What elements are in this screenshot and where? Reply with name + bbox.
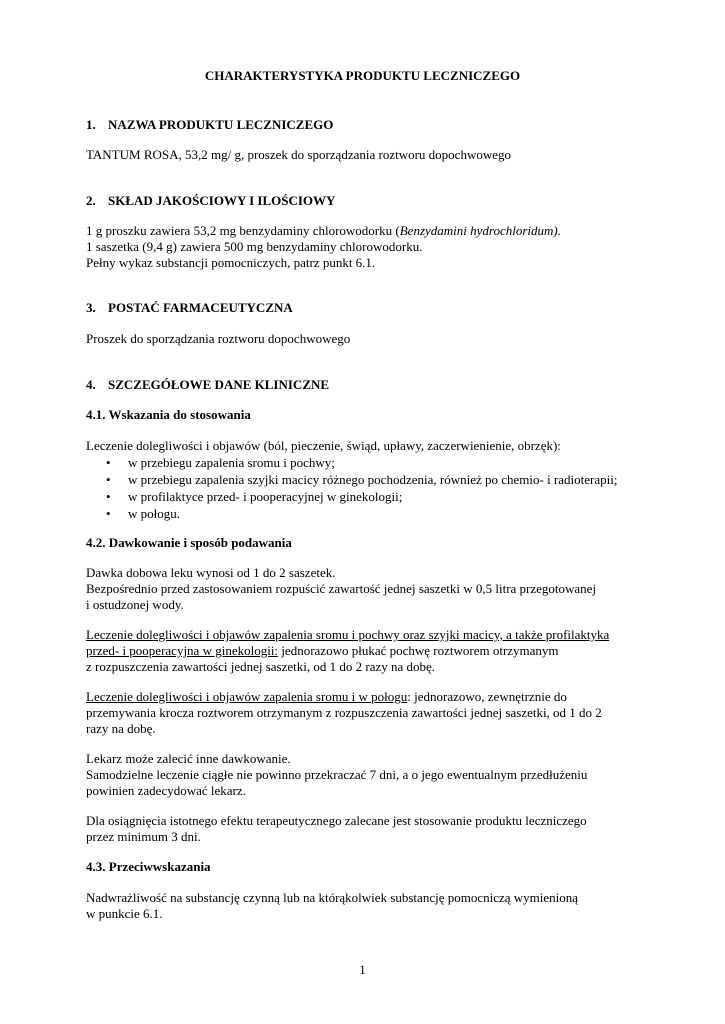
bullet-icon: • bbox=[106, 472, 111, 487]
section-4-heading bbox=[86, 377, 329, 393]
dosage-p2-line-3: z rozpuszczenia zawartości jednej saszetki, od 1 do 2 razy na dobę. bbox=[86, 659, 436, 674]
section-1-heading bbox=[86, 117, 333, 133]
subsection-4-1-heading: 4.1. Wskazania do stosowania bbox=[86, 407, 251, 422]
section-1-title: NAZWA PRODUKTU LECZNICZEGO bbox=[108, 117, 334, 132]
dosage-p1-line-1: Dawka dobowa leku wynosi od 1 do 2 saszetek. bbox=[86, 565, 336, 580]
indications-list bbox=[86, 455, 617, 523]
section-4-title: SZCZEGÓŁOWE DANE KLINICZNE bbox=[108, 377, 330, 392]
composition-line-2: 1 saszetka (9,4 g) zawiera 500 mg benzydaminy chlorowodorku. bbox=[86, 239, 423, 254]
dosage-p1-line-3: i ostudzonej wody. bbox=[86, 597, 184, 612]
dosage-p4-line-3: powinien zadecydować lekarz. bbox=[86, 783, 246, 798]
dosage-p3-line-2: przemywania krocza roztworem otrzymanym z rozpuszczenia zawartości jednej saszetki, od 1 do 2 bbox=[86, 705, 602, 720]
dosage-p2-line-1: Leczenie dolegliwości i objawów zapalenia sromu i pochwy oraz szyjki macicy, a także profilaktyka bbox=[86, 627, 610, 642]
composition-line-1 bbox=[86, 223, 561, 239]
dosage-p2-underlined: przed- i pooperacyjna w ginekologii: bbox=[86, 643, 279, 658]
composition-line-1-text: 1 g proszku zawiera 53,2 mg benzydaminy chlorowodorku ( bbox=[86, 223, 400, 238]
list-item bbox=[86, 455, 617, 472]
section-4-number: 4. bbox=[86, 377, 96, 392]
bullet-icon: • bbox=[106, 506, 111, 521]
dosage-p4-line-2: Samodzielne leczenie ciągłe nie powinno przekraczać 7 dni, a o jego ewentualnym przedłużeniu bbox=[86, 767, 588, 782]
list-item bbox=[86, 472, 617, 489]
section-2-title: SKŁAD JAKOŚCIOWY I ILOŚCIOWY bbox=[108, 193, 336, 208]
dosage-p3-line-3: razy na dobę. bbox=[86, 721, 156, 736]
section-2-heading bbox=[86, 193, 335, 209]
list-item bbox=[86, 489, 617, 506]
dosage-p5-line-1: Dla osiągnięcia istotnego efektu terapeutycznego zalecane jest stosowanie produktu leczniczego bbox=[86, 813, 587, 828]
section-1-number: 1. bbox=[86, 117, 96, 132]
product-name-text: TANTUM ROSA, 53,2 mg/ g, proszek do sporządzania roztworu dopochwowego bbox=[86, 147, 511, 162]
subsection-4-3-heading: 4.3. Przeciwwskazania bbox=[86, 859, 211, 874]
page-number: 1 bbox=[359, 962, 366, 977]
list-item-text: w przebiegu zapalenia sromu i pochwy; bbox=[128, 455, 335, 470]
list-item-text: w przebiegu zapalenia szyjki macicy różnego pochodzenia, również po chemio- i radioterapii; bbox=[128, 472, 618, 487]
list-item-text: w połogu. bbox=[128, 506, 180, 521]
dosage-p3-underlined: Leczenie dolegliwości i objawów zapalenia sromu i w połogu bbox=[86, 689, 408, 704]
document-title: CHARAKTERYSTYKA PRODUKTU LECZNICZEGO bbox=[204, 68, 521, 83]
contraindications-line-1: Nadwrażliwość na substancję czynną lub na którąkolwiek substancję pomocniczą wymienioną bbox=[86, 890, 579, 905]
composition-latin-name: Benzydamini hydrochloridum). bbox=[399, 223, 562, 238]
bullet-icon: • bbox=[106, 489, 111, 504]
composition-line-3: Pełny wykaz substancji pomocniczych, patrz punkt 6.1. bbox=[86, 255, 376, 270]
contraindications-line-2: w punkcie 6.1. bbox=[86, 906, 163, 921]
section-2-number: 2. bbox=[86, 193, 96, 208]
dosage-p5-line-2: przez minimum 3 dni. bbox=[86, 829, 201, 844]
dosage-p1-line-2: Bezpośrednio przed zastosowaniem rozpuścić zawartość jednej saszetki w 0,5 litra przegotowanej bbox=[86, 581, 597, 596]
subsection-4-2-heading: 4.2. Dawkowanie i sposób podawania bbox=[86, 535, 292, 550]
bullet-icon: • bbox=[106, 455, 111, 470]
list-item-text: w profilaktyce przed- i pooperacyjnej w ginekologii; bbox=[128, 489, 403, 504]
section-3-title: POSTAĆ FARMACEUTYCZNA bbox=[108, 300, 293, 315]
dosage-p3-rest: : jednorazowo, zewnętrznie do bbox=[407, 689, 567, 704]
indications-intro: Leczenie dolegliwości i objawów (ból, pieczenie, świąd, upławy, zaczerwienienie, obrzęk): bbox=[86, 438, 561, 453]
dosage-p2-rest: jednorazowo płukać pochwę roztworem otrzymanym bbox=[278, 643, 559, 658]
section-3-heading bbox=[86, 300, 293, 316]
dosage-p4-line-1: Lekarz może zalecić inne dawkowanie. bbox=[86, 751, 291, 766]
dosage-p2-line-2 bbox=[86, 643, 559, 659]
section-3-number: 3. bbox=[86, 300, 96, 315]
pharmaceutical-form-text: Proszek do sporządzania roztworu dopochwowego bbox=[86, 331, 351, 346]
list-item bbox=[86, 506, 617, 523]
dosage-p3-line-1 bbox=[86, 689, 567, 705]
